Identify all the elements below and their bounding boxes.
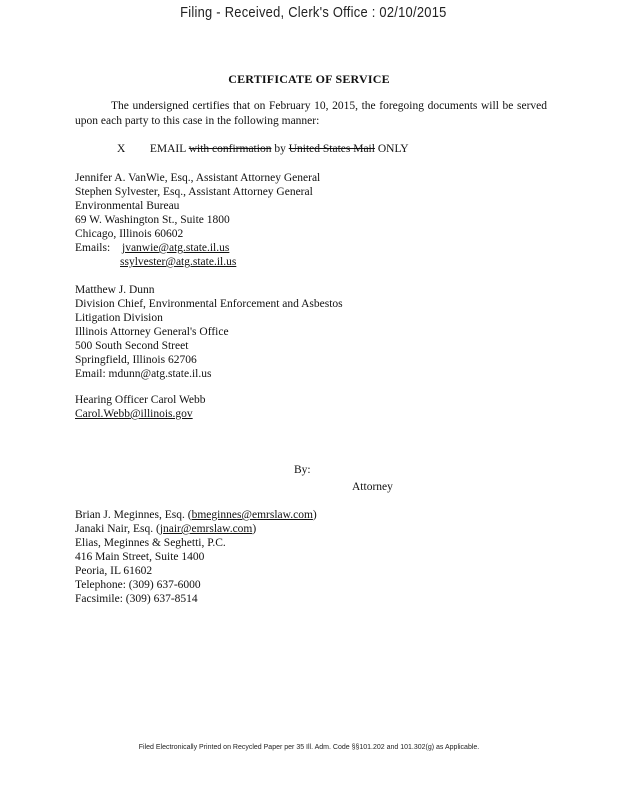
service-method-email: EMAIL [149,143,186,155]
recipient-line: Stephen Sylvester, Esq., Assistant Attorney General [75,186,313,198]
counsel-line: Elias, Meginnes & Seghetti, P.C. [75,537,226,549]
counsel-line: Peoria, IL 61602 [75,565,153,577]
recipient-block-attorney-general [75,171,320,269]
recipient-line: Illinois Attorney General's Office [75,326,229,338]
recipient-block-hearing-officer [75,393,206,421]
email-link-ssylvester[interactable]: ssylvester@atg.state.il.us [120,256,237,268]
counsel-line-meginnes [75,508,317,522]
recipient-line: Chicago, Illinois 60602 [75,228,184,240]
email-link-carol-webb[interactable]: Carol.Webb@illinois.gov [75,408,193,420]
service-method-struck-confirmation: with confirmation [188,143,272,155]
recipient-line: Email: mdunn@atg.state.il.us [75,368,212,380]
email-link-bmeginnes[interactable]: bmeginnes@emrslaw.com [191,509,313,521]
recipient-emails-row [75,241,320,255]
email-link-jvanwie[interactable]: jvanwie@atg.state.il.us [122,242,230,254]
recipient-block-division-chief [75,283,343,381]
recipient-line: 69 W. Washington St., Suite 1800 [75,214,230,226]
recipient-line: Environmental Bureau [75,200,180,212]
counsel-name-nair: Janaki Nair, Esq. ( [75,523,160,535]
service-method-line [117,143,409,155]
counsel-paren-close: ) [312,509,317,521]
recipient-line: 500 South Second Street [75,340,189,352]
recipient-line: Division Chief, Environmental Enforcement and Asbestos [75,298,343,310]
email-link-jnair[interactable]: jnair@emrslaw.com [159,523,253,535]
signature-by-label: By: [294,464,311,476]
counsel-block [75,508,317,606]
counsel-name-meginnes: Brian J. Meginnes, Esq. ( [75,509,192,521]
service-method-struck-mail: United States Mail [288,143,375,155]
service-method-only: ONLY [377,143,409,155]
document-title: CERTIFICATE OF SERVICE [228,72,390,86]
recipient-line: Litigation Division [75,312,163,324]
filing-stamp: Filing - Received, Clerk's Office : 02/10/2015 [180,4,447,21]
counsel-line: 416 Main Street, Suite 1400 [75,551,205,563]
recipient-line: Springfield, Illinois 62706 [75,354,197,366]
page-footer: Filed Electronically Printed on Recycled Paper per 35 Ill. Adm. Code §§101.202 and 101.302(g) as Applicable. [138,744,480,751]
counsel-paren-close: ) [252,523,257,535]
emails-label: Emails: [75,242,111,254]
counsel-line-nair [75,522,317,536]
recipient-line: Matthew J. Dunn [75,284,155,296]
counsel-line: Telephone: (309) 637-6000 [75,579,201,591]
recipient-line: Jennifer A. VanWie, Esq., Assistant Attorney General [75,172,321,184]
service-method-mark: X [117,143,126,155]
recipient-emails-row-2 [75,255,320,269]
intro-paragraph: The undersigned certifies that on February 10, 2015, the foregoing documents will be served upon each party to this case in the following manner: [75,100,547,127]
signature-attorney-label: Attorney [352,481,393,493]
service-method-by: by [274,143,286,155]
hearing-officer-name: Hearing Officer Carol Webb [75,394,206,406]
counsel-line: Facsimile: (309) 637-8514 [75,593,198,605]
